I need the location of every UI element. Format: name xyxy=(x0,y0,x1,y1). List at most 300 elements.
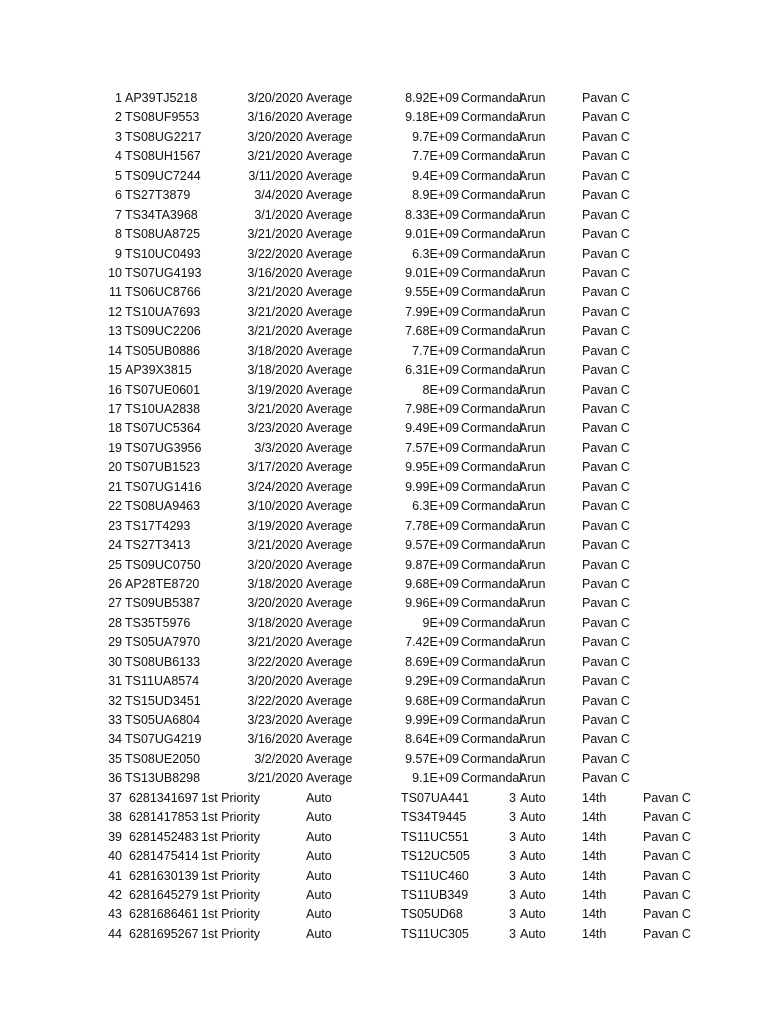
company-cell: Cormandal xyxy=(461,674,523,689)
type-cell: Auto xyxy=(306,810,332,825)
table-row xyxy=(0,264,768,283)
agent-cell: Pavan C xyxy=(582,188,630,203)
name-cell: Arun xyxy=(519,382,546,397)
row-number: 23 xyxy=(108,518,122,533)
vehicle-registration: AP39TJ5218 xyxy=(125,91,198,105)
company-cell: Cormandal xyxy=(461,207,523,222)
quantity-cell: 3 xyxy=(509,887,516,902)
value-cell: 9.49E+09 xyxy=(405,421,459,436)
agent-cell: Pavan C xyxy=(643,887,691,902)
priority-cell: 1st Priority xyxy=(201,790,261,805)
agent-cell: Pavan C xyxy=(582,479,630,494)
company-cell: Cormandal xyxy=(461,382,523,397)
table-row xyxy=(0,789,768,808)
company-cell: Cormandal xyxy=(461,304,523,319)
name-cell: Arun xyxy=(519,713,546,727)
date-cell: 3/1/2020 xyxy=(254,207,303,222)
id-cell: 6281630139 xyxy=(129,868,199,883)
table-row xyxy=(0,828,768,847)
order-cell: 14th xyxy=(582,887,607,902)
type-cell-2: Auto xyxy=(520,926,546,941)
type-cell: Average xyxy=(306,227,353,242)
row-number: 6 xyxy=(115,188,122,203)
date-cell: 3/21/2020 xyxy=(247,402,303,416)
agent-cell: Pavan C xyxy=(582,751,630,766)
vehicle-registration: TS05UA7970 xyxy=(125,635,201,650)
value-cell: 8.92E+09 xyxy=(405,91,459,105)
id-cell: 6281475414 xyxy=(129,849,199,864)
name-cell: Arun xyxy=(519,188,546,203)
order-cell: 14th xyxy=(582,829,607,844)
row-number: 42 xyxy=(108,887,122,902)
type-cell: Average xyxy=(306,110,353,125)
type-cell: Auto xyxy=(306,926,332,941)
id-cell: 6281341697 xyxy=(129,790,199,805)
row-number: 38 xyxy=(108,810,122,825)
date-cell: 3/22/2020 xyxy=(247,693,303,708)
date-cell: 3/20/2020 xyxy=(247,91,303,105)
table-row xyxy=(0,342,768,361)
table-row xyxy=(0,692,768,711)
type-cell: Average xyxy=(306,654,353,669)
order-cell: 14th xyxy=(582,810,607,825)
value-cell: 8E+09 xyxy=(422,382,459,397)
order-cell: 14th xyxy=(582,907,607,922)
company-cell: Cormandal xyxy=(461,615,523,630)
date-cell: 3/16/2020 xyxy=(247,110,303,125)
date-cell: 3/23/2020 xyxy=(247,713,303,727)
agent-cell: Pavan C xyxy=(582,382,630,397)
company-cell: Cormandal xyxy=(461,246,523,261)
type-cell: Average xyxy=(306,440,353,455)
company-cell: Cormandal xyxy=(461,479,523,494)
agent-cell: Pavan C xyxy=(582,654,630,669)
name-cell: Arun xyxy=(519,110,546,125)
row-number: 20 xyxy=(108,460,122,475)
company-cell: Cormandal xyxy=(461,285,523,300)
agent-cell: Pavan C xyxy=(582,615,630,630)
row-number: 4 xyxy=(115,149,122,164)
name-cell: Arun xyxy=(519,324,546,339)
name-cell: Arun xyxy=(519,635,546,650)
company-cell: Cormandal xyxy=(461,557,523,572)
value-cell: 9.95E+09 xyxy=(405,460,459,475)
row-number: 34 xyxy=(108,732,122,747)
date-cell: 3/17/2020 xyxy=(247,460,303,475)
vehicle-registration: TS35T5976 xyxy=(125,615,191,630)
name-cell: Arun xyxy=(519,207,546,222)
table-row xyxy=(0,633,768,652)
type-cell: Average xyxy=(306,343,353,358)
type-cell: Average xyxy=(306,713,353,727)
type-cell: Average xyxy=(306,149,353,164)
agent-cell: Pavan C xyxy=(582,557,630,572)
vehicle-registration: TS15UD3451 xyxy=(125,693,201,708)
table-row xyxy=(0,478,768,497)
agent-cell: Pavan C xyxy=(582,129,630,144)
date-cell: 3/20/2020 xyxy=(247,557,303,572)
table-row xyxy=(0,147,768,166)
agent-cell: Pavan C xyxy=(643,849,691,864)
company-cell: Cormandal xyxy=(461,149,523,164)
type-cell: Average xyxy=(306,693,353,708)
agent-cell: Pavan C xyxy=(582,518,630,533)
vehicle-registration: TS07UB1523 xyxy=(125,460,201,475)
value-cell: 8.69E+09 xyxy=(405,654,459,669)
name-cell: Arun xyxy=(519,91,546,105)
table-row xyxy=(0,497,768,516)
type-cell: Auto xyxy=(306,868,332,883)
value-cell: 9.29E+09 xyxy=(405,674,459,689)
agent-cell: Pavan C xyxy=(582,693,630,708)
vehicle-registration: TS05UA6804 xyxy=(125,713,201,727)
type-cell: Auto xyxy=(306,849,332,864)
vehicle-registration: TS05UD68 xyxy=(401,907,463,922)
row-number: 22 xyxy=(108,499,122,514)
vehicle-registration: TS11UC551 xyxy=(401,829,469,844)
row-number: 5 xyxy=(115,168,122,183)
priority-cell: 1st Priority xyxy=(201,907,261,922)
row-number: 37 xyxy=(108,790,122,805)
row-number: 14 xyxy=(108,343,122,358)
name-cell: Arun xyxy=(519,557,546,572)
type-cell: Auto xyxy=(306,790,332,805)
table-row xyxy=(0,808,768,827)
value-cell: 9.99E+09 xyxy=(405,479,459,494)
date-cell: 3/24/2020 xyxy=(247,479,303,494)
table-row xyxy=(0,517,768,536)
table-row xyxy=(0,186,768,205)
agent-cell: Pavan C xyxy=(643,907,691,922)
agent-cell: Pavan C xyxy=(582,207,630,222)
value-cell: 9.68E+09 xyxy=(405,576,459,591)
priority-cell: 1st Priority xyxy=(201,926,261,941)
table-row xyxy=(0,847,768,866)
agent-cell: Pavan C xyxy=(582,285,630,300)
name-cell: Arun xyxy=(519,771,546,786)
vehicle-registration: TS09UC2206 xyxy=(125,324,201,339)
value-cell: 9.4E+09 xyxy=(412,168,459,183)
agent-cell: Pavan C xyxy=(582,324,630,339)
vehicle-registration: TS07UG1416 xyxy=(125,479,202,494)
value-cell: 7.68E+09 xyxy=(405,324,459,339)
date-cell: 3/21/2020 xyxy=(247,149,303,164)
name-cell: Arun xyxy=(519,460,546,475)
name-cell: Arun xyxy=(519,538,546,553)
name-cell: Arun xyxy=(519,304,546,319)
type-cell: Average xyxy=(306,499,353,514)
table-row xyxy=(0,206,768,225)
quantity-cell: 3 xyxy=(509,926,516,941)
value-cell: 9.99E+09 xyxy=(405,713,459,727)
row-number: 8 xyxy=(115,227,122,242)
table-row xyxy=(0,556,768,575)
date-cell: 3/20/2020 xyxy=(247,674,303,689)
row-number: 2 xyxy=(115,110,122,125)
vehicle-registration: TS09UC7244 xyxy=(125,168,201,183)
type-cell: Average xyxy=(306,518,353,533)
vehicle-registration: TS08UH1567 xyxy=(125,149,201,164)
order-cell: 14th xyxy=(582,868,607,883)
row-number: 18 xyxy=(108,421,122,436)
order-cell: 14th xyxy=(582,790,607,805)
table-row xyxy=(0,594,768,613)
vehicle-registration: TS34TA3968 xyxy=(125,207,198,222)
table-row xyxy=(0,381,768,400)
quantity-cell: 3 xyxy=(509,810,516,825)
vehicle-registration: TS07UE0601 xyxy=(125,382,201,397)
vehicle-registration: TS08UF9553 xyxy=(125,110,200,125)
name-cell: Arun xyxy=(519,751,546,766)
value-cell: 8.33E+09 xyxy=(405,207,459,222)
row-number: 1 xyxy=(115,91,122,105)
date-cell: 3/19/2020 xyxy=(247,382,303,397)
date-cell: 3/21/2020 xyxy=(247,227,303,242)
type-cell: Average xyxy=(306,576,353,591)
date-cell: 3/22/2020 xyxy=(247,654,303,669)
vehicle-registration: TS11UC460 xyxy=(401,868,469,883)
type-cell: Average xyxy=(306,460,353,475)
agent-cell: Pavan C xyxy=(582,538,630,553)
value-cell: 9.57E+09 xyxy=(405,751,459,766)
agent-cell: Pavan C xyxy=(582,771,630,786)
name-cell: Arun xyxy=(519,343,546,358)
agent-cell: Pavan C xyxy=(582,91,630,105)
type-cell-2: Auto xyxy=(520,810,546,825)
name-cell: Arun xyxy=(519,596,546,611)
table-row xyxy=(0,89,768,108)
table-row xyxy=(0,614,768,633)
type-cell-2: Auto xyxy=(520,887,546,902)
date-cell: 3/21/2020 xyxy=(247,771,303,786)
order-cell: 14th xyxy=(582,849,607,864)
row-number: 11 xyxy=(109,285,122,300)
agent-cell: Pavan C xyxy=(582,265,630,280)
type-cell: Average xyxy=(306,207,353,222)
priority-cell: 1st Priority xyxy=(201,868,261,883)
type-cell: Average xyxy=(306,771,353,786)
value-cell: 6.3E+09 xyxy=(412,499,459,514)
row-number: 33 xyxy=(108,713,122,727)
id-cell: 6281686461 xyxy=(129,907,199,922)
date-cell: 3/18/2020 xyxy=(247,343,303,358)
vehicle-registration: TS10UA2838 xyxy=(125,402,201,416)
agent-cell: Pavan C xyxy=(582,460,630,475)
table-row xyxy=(0,867,768,886)
table-row xyxy=(0,400,768,419)
table-row xyxy=(0,458,768,477)
type-cell: Average xyxy=(306,557,353,572)
type-cell: Average xyxy=(306,363,353,378)
type-cell: Average xyxy=(306,421,353,436)
vehicle-registration: TS05UB0886 xyxy=(125,343,201,358)
company-cell: Cormandal xyxy=(461,324,523,339)
value-cell: 7.99E+09 xyxy=(405,304,459,319)
name-cell: Arun xyxy=(519,732,546,747)
agent-cell: Pavan C xyxy=(643,926,691,941)
company-cell: Cormandal xyxy=(461,168,523,183)
table-row xyxy=(0,283,768,302)
row-number: 27 xyxy=(108,596,122,611)
vehicle-registration: TS11UC305 xyxy=(401,926,469,941)
company-cell: Cormandal xyxy=(461,576,523,591)
date-cell: 3/21/2020 xyxy=(247,635,303,650)
date-cell: 3/20/2020 xyxy=(247,596,303,611)
agent-cell: Pavan C xyxy=(582,635,630,650)
type-cell: Average xyxy=(306,285,353,300)
row-number: 12 xyxy=(108,304,122,319)
name-cell: Arun xyxy=(519,654,546,669)
company-cell: Cormandal xyxy=(461,91,523,105)
date-cell: 3/21/2020 xyxy=(247,538,303,553)
vehicle-registration: TS08UA8725 xyxy=(125,227,201,242)
agent-cell: Pavan C xyxy=(582,440,630,455)
vehicle-registration: TS11UA8574 xyxy=(125,674,200,689)
agent-cell: Pavan C xyxy=(582,499,630,514)
agent-cell: Pavan C xyxy=(643,810,691,825)
vehicle-registration: TS07UC5364 xyxy=(125,421,201,436)
type-cell-2: Auto xyxy=(520,790,546,805)
vehicle-registration: TS09UB5387 xyxy=(125,596,201,611)
row-number: 44 xyxy=(108,926,122,941)
date-cell: 3/19/2020 xyxy=(247,518,303,533)
date-cell: 3/20/2020 xyxy=(247,129,303,144)
value-cell: 9.68E+09 xyxy=(405,693,459,708)
agent-cell: Pavan C xyxy=(582,576,630,591)
row-number: 28 xyxy=(108,615,122,630)
type-cell: Auto xyxy=(306,887,332,902)
agent-cell: Pavan C xyxy=(582,168,630,183)
company-cell: Cormandal xyxy=(461,693,523,708)
table-row xyxy=(0,730,768,749)
name-cell: Arun xyxy=(519,285,546,300)
company-cell: Cormandal xyxy=(461,460,523,475)
vehicle-registration: TS08UE2050 xyxy=(125,751,201,766)
value-cell: 9.01E+09 xyxy=(405,265,459,280)
row-number: 15 xyxy=(108,363,122,378)
table-row xyxy=(0,439,768,458)
agent-cell: Pavan C xyxy=(582,110,630,125)
table-row xyxy=(0,167,768,186)
vehicle-registration: TS07UG3956 xyxy=(125,440,202,455)
vehicle-registration: TS06UC8766 xyxy=(125,285,201,300)
type-cell: Average xyxy=(306,596,353,611)
type-cell: Average xyxy=(306,635,353,650)
agent-cell: Pavan C xyxy=(643,829,691,844)
vehicle-registration: TS08UA9463 xyxy=(125,499,201,514)
value-cell: 7.57E+09 xyxy=(405,440,459,455)
name-cell: Arun xyxy=(519,421,546,436)
date-cell: 3/21/2020 xyxy=(247,304,303,319)
value-cell: 7.42E+09 xyxy=(405,635,459,650)
table-row xyxy=(0,769,768,788)
table-row xyxy=(0,886,768,905)
table-row xyxy=(0,245,768,264)
priority-cell: 1st Priority xyxy=(201,849,261,864)
type-cell: Average xyxy=(306,129,353,144)
company-cell: Cormandal xyxy=(461,635,523,650)
table-row xyxy=(0,575,768,594)
name-cell: Arun xyxy=(519,227,546,242)
vehicle-registration: TS12UC505 xyxy=(401,849,470,864)
date-cell: 3/21/2020 xyxy=(247,285,303,300)
name-cell: Arun xyxy=(519,168,546,183)
priority-cell: 1st Priority xyxy=(201,829,261,844)
date-cell: 3/10/2020 xyxy=(247,499,303,514)
name-cell: Arun xyxy=(519,693,546,708)
agent-cell: Pavan C xyxy=(643,868,691,883)
company-cell: Cormandal xyxy=(461,713,523,727)
order-cell: 14th xyxy=(582,926,607,941)
value-cell: 8.64E+09 xyxy=(405,732,459,747)
vehicle-registration: AP39X3815 xyxy=(125,363,192,378)
date-cell: 3/4/2020 xyxy=(254,188,303,203)
table-row xyxy=(0,750,768,769)
type-cell: Average xyxy=(306,188,353,203)
quantity-cell: 3 xyxy=(509,868,516,883)
type-cell-2: Auto xyxy=(520,907,546,922)
company-cell: Cormandal xyxy=(461,265,523,280)
agent-cell: Pavan C xyxy=(582,732,630,747)
agent-cell: Pavan C xyxy=(582,402,630,416)
row-number: 25 xyxy=(108,557,122,572)
vehicle-registration: TS07UG4193 xyxy=(125,265,202,280)
row-number: 19 xyxy=(108,440,122,455)
vehicle-registration: TS17T4293 xyxy=(125,518,191,533)
name-cell: Arun xyxy=(519,402,546,416)
row-number: 26 xyxy=(108,576,122,591)
row-number: 41 xyxy=(108,868,122,883)
table-row xyxy=(0,225,768,244)
value-cell: 7.98E+09 xyxy=(405,402,459,416)
agent-cell: Pavan C xyxy=(582,227,630,242)
row-number: 36 xyxy=(108,771,122,786)
date-cell: 3/23/2020 xyxy=(247,421,303,436)
row-number: 21 xyxy=(108,479,122,494)
date-cell: 3/3/2020 xyxy=(254,440,303,455)
vehicle-registration: TS27T3413 xyxy=(125,538,191,553)
date-cell: 3/18/2020 xyxy=(247,576,303,591)
type-cell: Auto xyxy=(306,829,332,844)
type-cell: Average xyxy=(306,479,353,494)
date-cell: 3/16/2020 xyxy=(247,265,303,280)
row-number: 10 xyxy=(108,265,122,280)
value-cell: 9.96E+09 xyxy=(405,596,459,611)
quantity-cell: 3 xyxy=(509,829,516,844)
agent-cell: Pavan C xyxy=(582,343,630,358)
name-cell: Arun xyxy=(519,615,546,630)
table-row xyxy=(0,303,768,322)
vehicle-registration: TS09UC0750 xyxy=(125,557,201,572)
name-cell: Arun xyxy=(519,479,546,494)
date-cell: 3/2/2020 xyxy=(254,751,303,766)
row-number: 35 xyxy=(108,751,122,766)
company-cell: Cormandal xyxy=(461,499,523,514)
type-cell: Average xyxy=(306,91,353,105)
spreadsheet xyxy=(0,89,768,944)
company-cell: Cormandal xyxy=(461,129,523,144)
row-number: 29 xyxy=(108,635,122,650)
table-row xyxy=(0,419,768,438)
type-cell: Average xyxy=(306,324,353,339)
date-cell: 3/18/2020 xyxy=(247,615,303,630)
company-cell: Cormandal xyxy=(461,421,523,436)
company-cell: Cormandal xyxy=(461,440,523,455)
type-cell-2: Auto xyxy=(520,829,546,844)
value-cell: 9.55E+09 xyxy=(405,285,459,300)
value-cell: 9.1E+09 xyxy=(412,771,459,786)
company-cell: Cormandal xyxy=(461,596,523,611)
